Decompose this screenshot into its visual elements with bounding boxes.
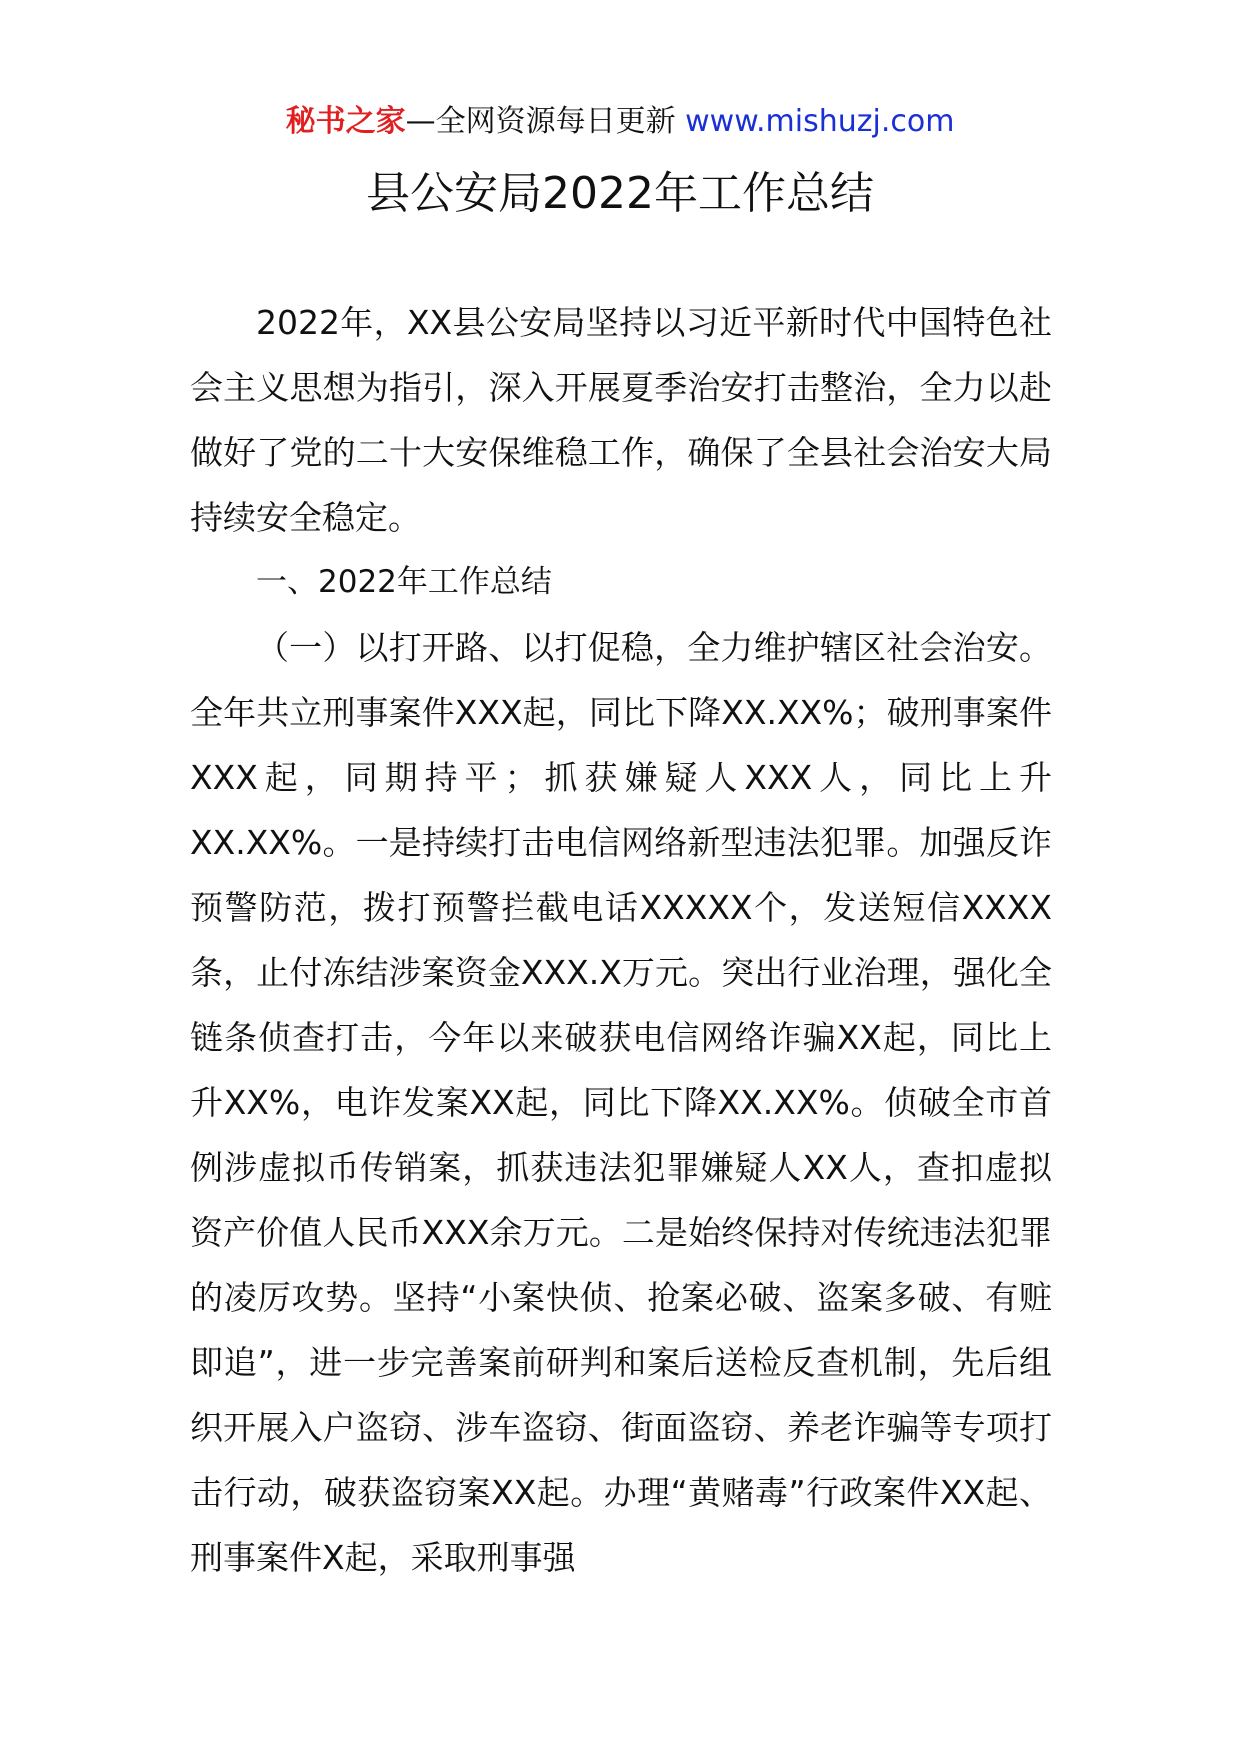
section-paragraph: （一）以打开路、以打促稳，全力维护辖区社会治安。全年共立刑事案件XXX起，同比下降XX.XX%；破刑事案件XXX起，同期持平；抓获嫌疑人XXX人，同比上升XX.XX%。一是持续打击电信网络新型违法犯罪。加强反诈预警防范，拨打预警拦截电话XXXXX个，发送短信XXXX条，止付冻结涉案资金XXX.X万元。突出行业治理，强化全链条侦查打击，今年以来破获电信网络诈骗XX起，同比上升XX%，电诈发案XX起，同比下降XX.XX%。侦破全市首例涉虚拟币传销案，抓获违法犯罪嫌疑人XX人，查扣虚拟资产价值人民币XXX余万元。二是始终保持对传统违法犯罪的凌厉攻势。坚持“小案快侦、抢案必破、盗案多破、有赃即追”，进一步完善案前研判和案后送检反查机制，先后组织开展入户盗窃、涉车盗窃、街面盗窃、养老诈骗等专项打击行动，破获盗窃案XX起。办理“黄赌毒”行政案件XX起、刑事案件X起，采取刑事强 xyxy=(190,628,1052,1577)
site-tagline: —全网资源每日更新 xyxy=(405,104,686,139)
site-brand: 秘书之家 xyxy=(285,104,406,139)
section-heading: 一、2022年工作总结 xyxy=(256,564,552,600)
intro-paragraph: 2022年，XX县公安局坚持以习近平新时代中国特色社会主义思想为指引，深入开展夏季治安打击整治，全力以赴做好了党的二十大安保维稳工作，确保了全县社会治安大局持续安全稳定。 xyxy=(190,303,1052,537)
site-watermark-header xyxy=(0,100,1240,144)
site-url-link[interactable]: www.mishuzj.com xyxy=(685,104,955,139)
document-title: 县公安局2022年工作总结 xyxy=(366,168,874,219)
document-body xyxy=(190,290,1052,1590)
